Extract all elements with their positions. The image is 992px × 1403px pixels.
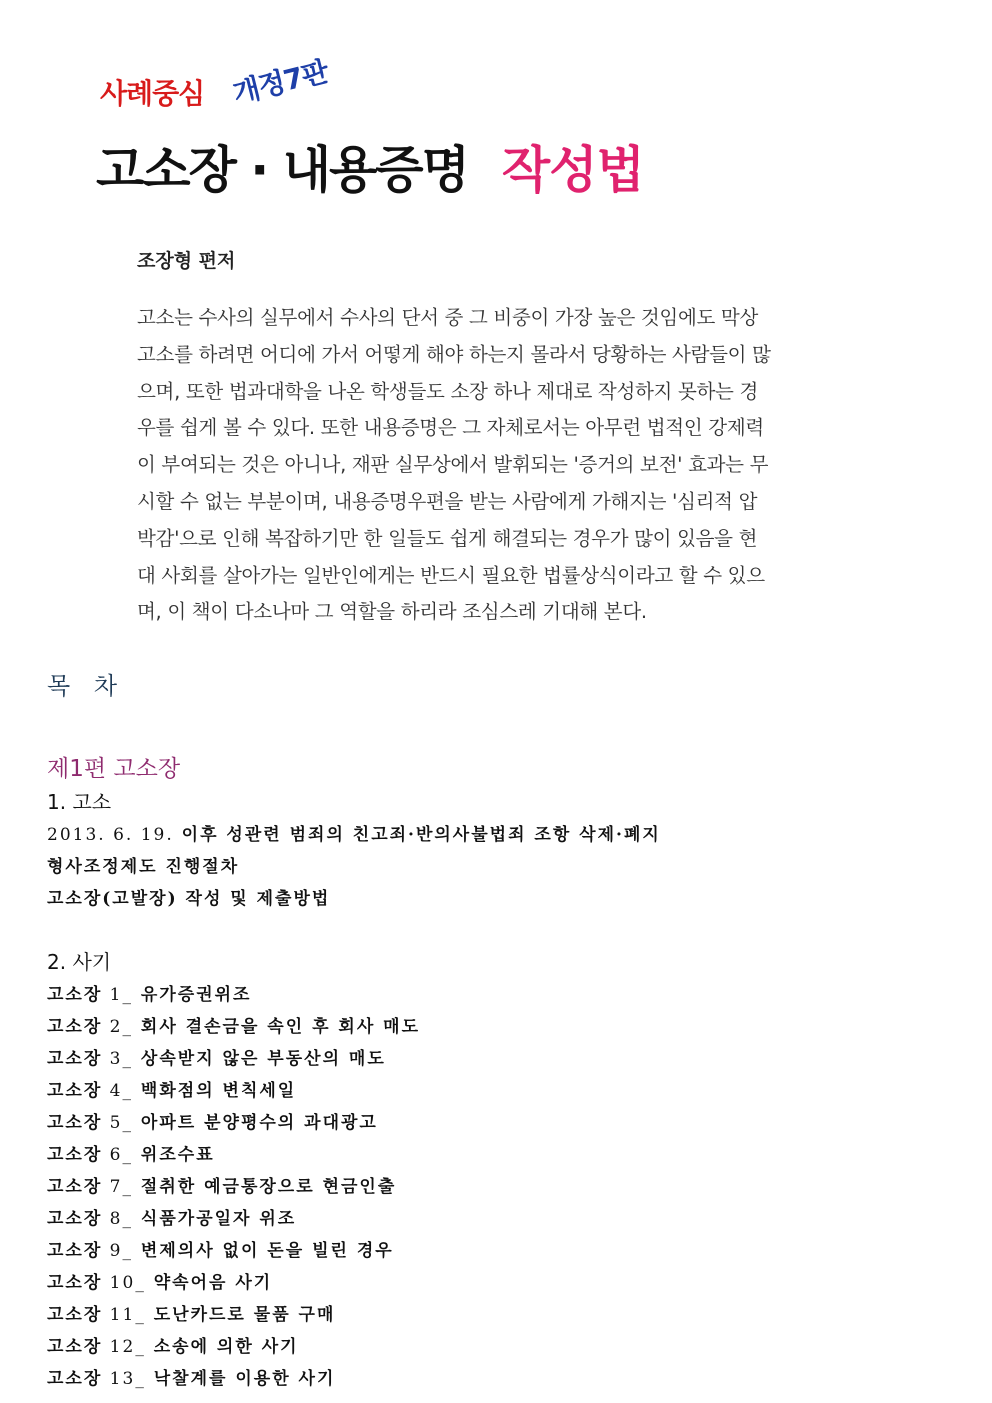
toc-item-label: 고소장 (47, 1273, 103, 1293)
toc-item (47, 1044, 386, 1069)
toc-item-text: 유가증권위조 (133, 985, 252, 1005)
toc-item (47, 820, 661, 845)
toc-item (47, 1076, 296, 1101)
toc-item-label: 고소장 (47, 1337, 103, 1357)
toc-item (47, 852, 239, 877)
intro-line: 며, 이 책이 다소나마 그 역할을 하리라 조심스레 기대해 본다. (137, 600, 647, 624)
cover-intro (137, 300, 807, 631)
toc-item-number: 12_ (102, 1337, 146, 1357)
intro-line: 박감'으로 인해 복잡하기만 한 일들도 쉽게 해결되는 경우가 많이 있음을 현 (137, 526, 758, 550)
toc-item (47, 884, 330, 909)
toc-item-text: 백화점의 변칙세일 (133, 1081, 297, 1101)
toc-item (47, 1204, 296, 1229)
toc-item-label: 고소장 (47, 1241, 103, 1261)
toc-item-number: 13_ (102, 1369, 146, 1389)
toc-item-number: 10_ (102, 1273, 146, 1293)
toc-item-number: 5_ (102, 1113, 134, 1133)
toc-item-label: 고소장 (47, 1177, 103, 1197)
toc-item-text: 아파트 분양평수의 과대광고 (133, 1113, 378, 1133)
toc-item-number: 3_ (102, 1049, 134, 1069)
toc-part-1: 제1편 고소장 (47, 756, 181, 782)
toc-item (47, 1236, 394, 1261)
intro-line: 고소를 하려면 어디에 가서 어떻게 해야 하는지 몰라서 당황하는 사람들이 많 (137, 342, 771, 366)
toc-item (47, 1172, 396, 1197)
toc-item (47, 980, 251, 1005)
toc-item-text: 식품가공일자 위조 (133, 1209, 297, 1229)
toc-item (47, 1332, 299, 1357)
toc-item-label: 고소장 (47, 1209, 103, 1229)
toc-item (47, 1300, 335, 1325)
toc-item (47, 1140, 215, 1165)
toc-item-text: 회사 결손금을 속인 후 회사 매도 (133, 1017, 421, 1037)
toc-item-text: 상속받지 않은 부동산의 매도 (133, 1049, 386, 1069)
toc-item-label: 고소장 (47, 1305, 103, 1325)
cover-author: 조장형 편저 (137, 250, 236, 272)
toc-item-number: 8_ (102, 1209, 134, 1229)
intro-line: 대 사회를 살아가는 일반인에게는 반드시 필요한 법률상식이라고 할 수 있으 (137, 563, 765, 587)
toc-item-text: 이후 성관련 범죄의 친고죄·반의사불법죄 조항 삭제·폐지 (173, 825, 661, 845)
toc-item (47, 1108, 378, 1133)
toc-item-number: 4_ (102, 1081, 134, 1101)
toc-item-number: 2_ (102, 1017, 134, 1037)
cover-title (96, 130, 644, 202)
toc-item-text: 위조수표 (133, 1145, 215, 1165)
cover-title-accent: 작성법 (501, 141, 644, 199)
toc-item-label: 고소장 (47, 1049, 103, 1069)
toc-item-label: 고소장 (47, 985, 103, 1005)
cover-tag-edition: 개정7판 (229, 54, 332, 111)
toc-item (47, 1268, 272, 1293)
toc-item-text: 소송에 의한 사기 (145, 1337, 299, 1357)
toc-item-label: 고소장 (47, 1113, 103, 1133)
toc-item-number: 1_ (102, 985, 134, 1005)
toc-item-number: 9_ (102, 1241, 134, 1261)
toc-title: 목 차 (47, 672, 125, 700)
intro-line: 이 부여되는 것은 아니나, 재판 실무상에서 발휘되는 '증거의 보전' 효과는 무 (137, 453, 769, 477)
toc-item-text: 약속어음 사기 (145, 1273, 273, 1293)
toc-chapter-2: 2. 사기 (47, 950, 112, 974)
toc-item-label: 고소장 (47, 1017, 103, 1037)
toc-chapter-1: 1. 고소 (47, 790, 112, 814)
intro-line: 고소는 수사의 실무에서 수사의 단서 중 그 비중이 가장 높은 것임에도 막상 (137, 306, 758, 329)
intro-line: 우를 쉽게 볼 수 있다. 또한 내용증명은 그 자체로서는 아무런 법적인 강제력 (137, 416, 764, 440)
toc-item (47, 1364, 335, 1389)
toc-item-text: 형사조정제도 진행절차 (47, 857, 240, 877)
toc-item-text: 낙찰계를 이용한 사기 (145, 1369, 336, 1389)
toc-item-number: 6_ (102, 1145, 134, 1165)
toc-item-number: 11_ (102, 1305, 146, 1325)
toc-item-date: 2013. 6. 19. (47, 825, 174, 845)
toc-item-text: 고소장(고발장) 작성 및 제출방법 (47, 889, 331, 909)
intro-line: 으며, 또한 법과대학을 나온 학생들도 소장 하나 제대로 작성하지 못하는 경 (137, 379, 758, 403)
cover-title-main: 고소장 · 내용증명 (96, 141, 468, 199)
toc-item-text: 변제의사 없이 돈을 빌린 경우 (133, 1241, 394, 1261)
toc-item-label: 고소장 (47, 1369, 103, 1389)
toc-item-text: 절취한 예금통장으로 현금인출 (133, 1177, 397, 1197)
toc-item-number: 7_ (102, 1177, 134, 1197)
toc-item-text: 도난카드로 물품 구매 (145, 1305, 336, 1325)
table-of-contents (47, 670, 947, 1389)
toc-item (47, 1012, 420, 1037)
cover-tag-case-based: 사례중심 (100, 77, 205, 110)
book-cover (0, 0, 992, 660)
toc-item-label: 고소장 (47, 1081, 103, 1101)
intro-line: 시할 수 없는 부분이며, 내용증명우편을 받는 사람에게 가해지는 '심리적 압 (137, 489, 758, 513)
toc-item-label: 고소장 (47, 1145, 103, 1165)
